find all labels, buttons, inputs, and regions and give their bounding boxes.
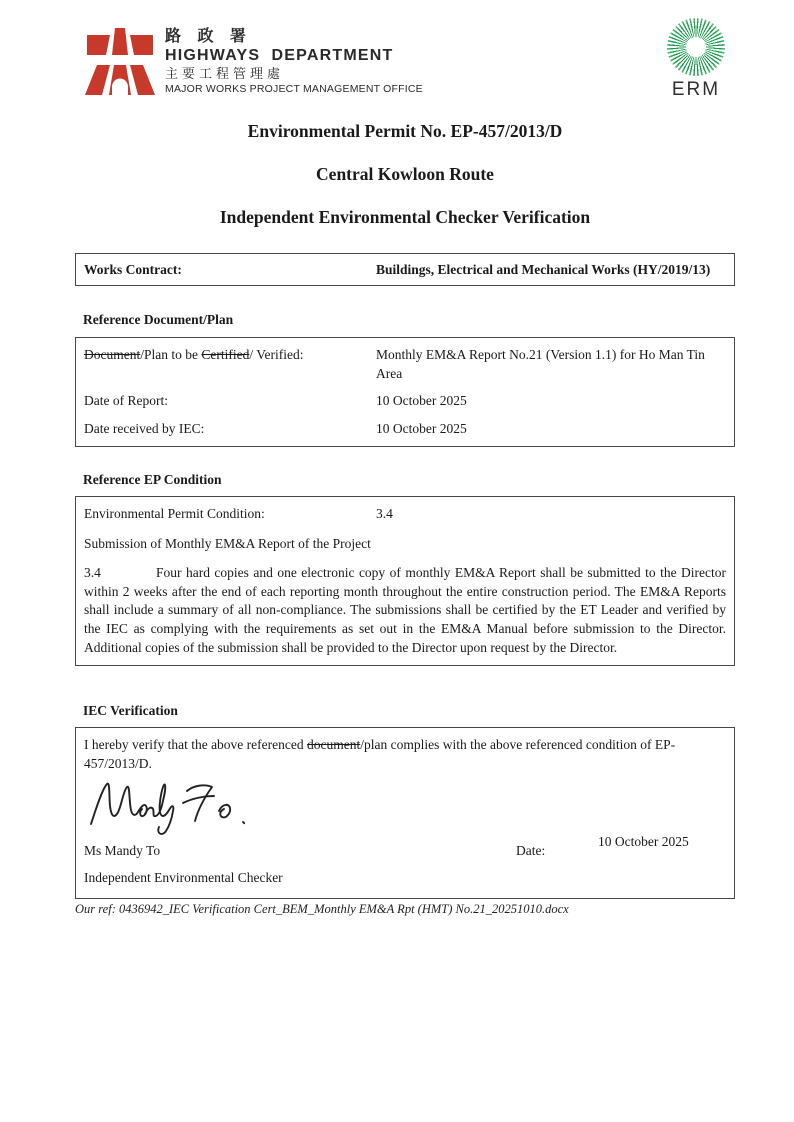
reference-ep-box (75, 496, 735, 666)
date-label: Date: (516, 843, 546, 858)
iec-verification-heading: IEC Verification (83, 703, 178, 718)
signatory-title: Independent Environmental Checker (84, 870, 283, 885)
ep-clause-text: Four hard copies and one electronic copy of monthly EM&A Report shall be submitted to the Director within 2 weeks after the end of each reporting month throughout the entire construction period. The EM&A Reports shall include a summary of all non-compliance. The submissions shall be certified by the ET Leader and verified by the IEC as complying with the requirements as set out in the EM&A Manual before submission to the Director. Additional copies of the submission shall be provided to the Director upon request by the Director. (84, 565, 726, 655)
highways-department-logo-icon (85, 25, 155, 95)
reference-ep-heading: Reference EP Condition (83, 472, 222, 487)
date-value: 10 October 2025 (598, 834, 689, 849)
permit-number-title: Environmental Permit No. EP-457/2013/D (247, 121, 563, 141)
our-ref-line: Our ref: 0436942_IEC Verification Cert_BEM_Monthly EM&A Rpt (HMT) No.21_20251010.docx (75, 902, 569, 916)
date-received-label: Date received by IEC: (84, 420, 205, 436)
ep-condition-subheading: Submission of Monthly EM&A Report of the Project (84, 535, 371, 551)
project-title: Central Kowloon Route (316, 164, 494, 184)
erm-sunburst-icon (667, 18, 725, 76)
ep-condition-value: 3.4 (376, 506, 393, 521)
signatory-name: Ms Mandy To (84, 843, 161, 858)
signature-handwriting (86, 776, 271, 838)
date-of-report-label: Date of Report: (84, 393, 168, 408)
document-plan-value: Monthly EM&A Report No.21 (Version 1.1) for Ho Man Tin Area (376, 347, 705, 381)
erm-logo (650, 18, 742, 101)
works-contract-row (75, 253, 735, 286)
department-name-english: HIGHWAYS DEPARTMENT (165, 47, 394, 64)
ep-condition-label: Environmental Permit Condition: (84, 506, 265, 521)
reference-document-box (75, 337, 735, 447)
iec-verification-box (75, 727, 735, 899)
ep-clause-number: 3.4 (84, 565, 101, 581)
date-received-value: 10 October 2025 (376, 420, 467, 436)
header-department-text (165, 27, 423, 96)
document-plan-label: Document/Plan to be Certified/ Verified: (84, 347, 304, 362)
reference-document-heading: Reference Document/Plan (83, 312, 234, 327)
ep-clause-paragraph (84, 564, 726, 657)
department-name-chinese: 路 政 署 (165, 28, 252, 45)
works-contract-label: Works Contract: (84, 261, 182, 277)
erm-logo-label: ERM (671, 79, 721, 100)
office-name-english: MAJOR WORKS PROJECT MANAGEMENT OFFICE (165, 83, 423, 95)
office-name-chinese: 主要工程管理處 (165, 66, 285, 81)
date-of-report-value: 10 October 2025 (376, 393, 467, 408)
works-contract-value: Buildings, Electrical and Mechanical Works (HY/2019/13) (376, 261, 711, 277)
document-type-title: Independent Environmental Checker Verification (219, 207, 591, 227)
iec-statement: I hereby verify that the above referenced document/plan complies with the above referenced condition of EP-457/2013/D. (84, 737, 676, 771)
